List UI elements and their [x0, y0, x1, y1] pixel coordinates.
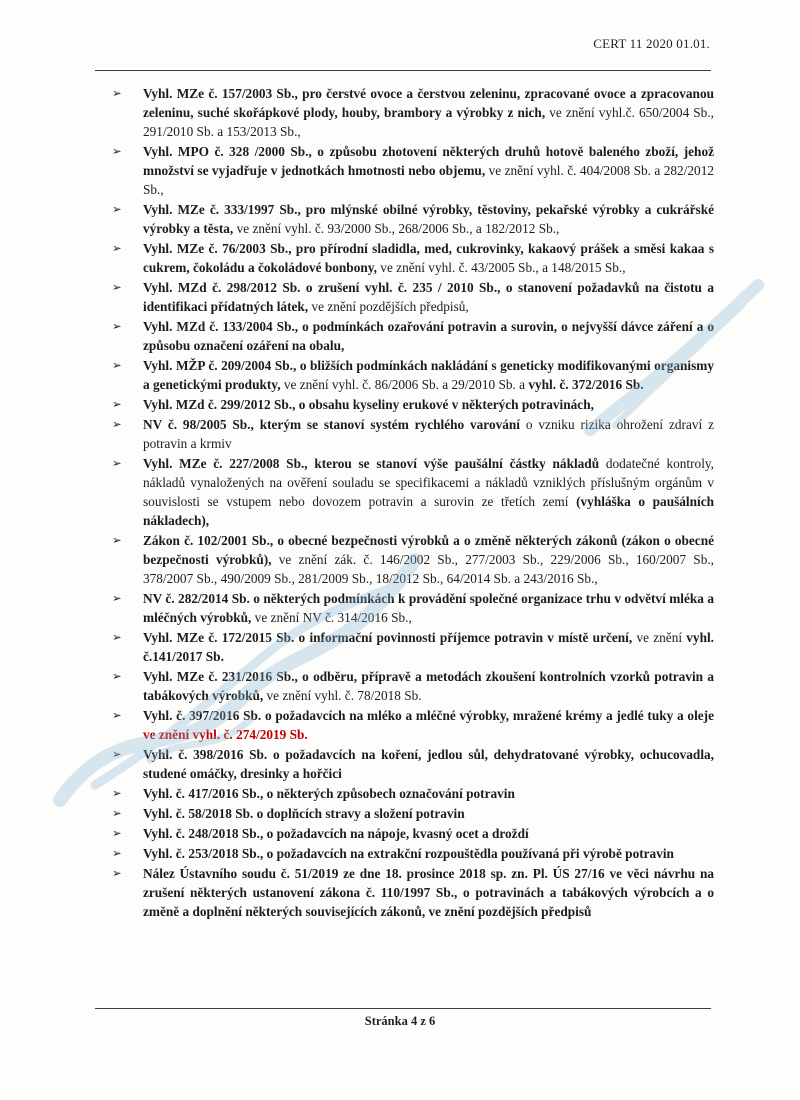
regulation-text-segment: Vyhl. MZe č. 157/2003 Sb., pro čerstvé ovoce a čerstvou zeleninu, zpracované ovoce a zpracovanou zeleninu, suché skořápkové plody, houby, brambory a výrobky z nich,	[143, 86, 714, 120]
list-item	[112, 200, 714, 238]
regulation-text-segment: Vyhl. č. 397/2016 Sb. o požadavcích na mléko a mléčné výrobky, mražené krémy a jedlé tuky a oleje	[143, 708, 714, 723]
arrow-bullet-icon: ➢	[112, 806, 122, 820]
arrow-bullet-icon: ➢	[112, 708, 122, 722]
regulation-text-segment: Vyhl. MZe č. 231/2016 Sb., o odběru, přípravě a metodách zkoušení kontrolních vzorků potravin a tabákových výrobků,	[143, 669, 714, 703]
list-item	[112, 395, 714, 414]
list-item-text	[143, 531, 714, 588]
arrow-bullet-icon: ➢	[112, 358, 122, 372]
document-footer	[0, 1014, 800, 1029]
list-item-text	[143, 317, 714, 355]
regulation-text-segment: Vyhl. č. 398/2016 Sb. o požadavcích na koření, jedlou sůl, dehydratované výrobky, ochucovadla, studené omáčky, dresinky a hořčici	[143, 747, 714, 781]
list-item-text	[143, 200, 714, 238]
regulation-text-segment: ve znění vyhl. č. 404/2008 Sb. a 282/2012 Sb.,	[143, 163, 714, 197]
list-item	[112, 589, 714, 627]
arrow-bullet-icon: ➢	[112, 397, 122, 411]
list-item	[112, 784, 714, 803]
regulation-text-segment: ve znění vyhl. č. 93/2000 Sb., 268/2006 Sb., a 182/2012 Sb.,	[233, 221, 560, 236]
amendment-highlight-text: ve znění vyhl. č. 274/2019 Sb.	[143, 727, 308, 742]
list-item-text	[143, 706, 714, 744]
regulation-text-segment: ve znění vyhl. č. 86/2006 Sb. a 29/2010 Sb. a	[280, 377, 529, 392]
regulation-text-segment: Vyhl. MZe č. 172/2015 Sb. o informační povinnosti příjemce potravin v místě určení,	[143, 630, 633, 645]
regulation-text-segment: Vyhl. MŽP č. 209/2004 Sb., o bližších podmínkách nakládání s geneticky modifikovanými organismy a genetickými produkty,	[143, 358, 714, 392]
list-item-text	[143, 142, 714, 199]
arrow-bullet-icon: ➢	[112, 669, 122, 683]
regulation-text-segment: ve znění zák. č. 146/2002 Sb., 277/2003 Sb., 229/2006 Sb., 160/2007 Sb., 378/2007 Sb., 490/2009 Sb., 281/2009 Sb., 18/2012 Sb., 64/2014 Sb. a 243/2016 Sb.,	[143, 552, 714, 586]
regulation-text-segment: ve znění vyhl. č. 78/2018 Sb.	[263, 688, 422, 703]
list-item	[112, 415, 714, 453]
arrow-bullet-icon: ➢	[112, 826, 122, 840]
document-header	[593, 36, 710, 52]
regulation-list	[112, 84, 714, 922]
regulation-text-segment: vyhl. č.141/2017 Sb.	[143, 630, 714, 664]
regulation-text-segment: Vyhl. č. 58/2018 Sb. o doplňcích stravy a složení potravin	[143, 806, 465, 821]
regulation-text-segment: ve znění pozdějších předpisů,	[308, 299, 469, 314]
list-item-text	[143, 356, 714, 394]
arrow-bullet-icon: ➢	[112, 533, 122, 547]
arrow-bullet-icon: ➢	[112, 747, 122, 761]
arrow-bullet-icon: ➢	[112, 591, 122, 605]
regulation-text-segment: Vyhl. MZd č. 298/2012 Sb. o zrušení vyhl. č. 235 / 2010 Sb., o stanovení požadavků na čistotu a identifikaci přídatných látek,	[143, 280, 714, 314]
list-item	[112, 317, 714, 355]
regulation-text-segment: Vyhl. MPO č. 328 /2000 Sb., o způsobu zhotovení některých druhů hotově baleného zboží, jehož množství se vyjadřuje v jednotkách hmotnosti nebo objemu,	[143, 144, 714, 178]
list-item-text	[143, 667, 714, 705]
regulation-text-segment: dodatečné kontroly, nákladů vynaložených na ověření souladu se specifikacemi a nákladů vzniklých příslušným orgánům v souvislosti se vstupem nebo dovozem potravin a surovin ze třetích zemí	[143, 456, 714, 509]
arrow-bullet-icon: ➢	[112, 456, 122, 470]
list-item	[112, 824, 714, 843]
list-item	[112, 278, 714, 316]
regulation-text-segment: NV č. 282/2014 Sb. o některých podmínkách k provádění společné organizace trhu v odvětví mléka a mléčných výrobků,	[143, 591, 714, 625]
arrow-bullet-icon: ➢	[112, 319, 122, 333]
arrow-bullet-icon: ➢	[112, 202, 122, 216]
arrow-bullet-icon: ➢	[112, 417, 122, 431]
list-item	[112, 454, 714, 530]
regulation-text-segment: Vyhl. č. 417/2016 Sb., o některých způsobech označování potravin	[143, 786, 515, 801]
list-item-text	[143, 395, 714, 414]
list-item-text	[143, 804, 714, 823]
list-item-text	[143, 864, 714, 921]
regulation-text-segment: NV č. 98/2005 Sb., kterým se stanoví systém rychlého varování	[143, 417, 521, 432]
header-divider	[95, 70, 711, 71]
arrow-bullet-icon: ➢	[112, 866, 122, 880]
list-item	[112, 706, 714, 744]
list-item	[112, 844, 714, 863]
list-item	[112, 84, 714, 141]
list-item-text	[143, 239, 714, 277]
arrow-bullet-icon: ➢	[112, 86, 122, 100]
regulation-text-segment: ve znění vyhl. č. 43/2005 Sb., a 148/2015 Sb.,	[376, 260, 626, 275]
list-item-text	[143, 589, 714, 627]
list-item-text	[143, 278, 714, 316]
arrow-bullet-icon: ➢	[112, 144, 122, 158]
regulation-text-segment: vyhl. č. 372/2016 Sb.	[528, 377, 644, 392]
list-item	[112, 356, 714, 394]
list-item-text	[143, 844, 714, 863]
regulation-text-segment: Vyhl. MZe č. 76/2003 Sb., pro přírodní sladidla, med, cukrovinky, kakaový prášek a směsi kakaa s cukrem, čokoládu a čokoládové bonbony,	[143, 241, 714, 275]
list-item	[112, 628, 714, 666]
list-item-text	[143, 824, 714, 843]
footer-divider	[95, 1008, 711, 1009]
regulation-text-segment: o vzniku rizika ohrožení zdraví z potravin a krmiv	[143, 417, 714, 451]
list-item	[112, 667, 714, 705]
list-item-text	[143, 784, 714, 803]
page-number: Stránka 4 z 6	[364, 1014, 436, 1028]
regulation-text-segment: Vyhl. č. 253/2018 Sb., o požadavcích na extrakční rozpouštědla používaná při výrobě potravin	[143, 846, 674, 861]
list-item	[112, 864, 714, 921]
regulation-text-segment: ve znění vyhl.č. 650/2004 Sb., 291/2010 Sb. a 153/2013 Sb.,	[143, 105, 714, 139]
arrow-bullet-icon: ➢	[112, 786, 122, 800]
arrow-bullet-icon: ➢	[112, 846, 122, 860]
regulation-text-segment: Nález Ústavního soudu č. 51/2019 ze dne 18. prosince 2018 sp. zn. Pl. ÚS 27/16 ve věci návrhu na zrušení některých ustanovení zákona č. 110/1997 Sb., o potravinách a tabákových výrobcích a o změně a doplnění některých souvisejících zákonů, ve znění pozdějších předpisů	[143, 866, 714, 919]
regulation-text-segment: Zákon č. 102/2001 Sb., o obecné bezpečnosti výrobků a o změně některých zákonů (zákon o obecné bezpečnosti výrobků),	[143, 533, 714, 567]
list-item	[112, 142, 714, 199]
regulation-text-segment: (vyhláška o paušálních nákladech),	[143, 494, 714, 528]
regulation-text-segment: ve znění NV č. 314/2016 Sb.,	[251, 610, 412, 625]
regulation-text-segment: Vyhl. MZe č. 333/1997 Sb., pro mlýnské obilné výrobky, těstoviny, pekařské výrobky a cukrářské výrobky a těsta,	[143, 202, 714, 236]
arrow-bullet-icon: ➢	[112, 280, 122, 294]
list-item-text	[143, 628, 714, 666]
list-item	[112, 531, 714, 588]
doc-reference: CERT 11 2020 01.01.	[593, 36, 710, 51]
arrow-bullet-icon: ➢	[112, 241, 122, 255]
list-item	[112, 745, 714, 783]
regulation-text-segment: Vyhl. MZe č. 227/2008 Sb., kterou se stanoví výše paušální částky nákladů	[143, 456, 600, 471]
regulation-text-segment: Vyhl. MZd č. 299/2012 Sb., o obsahu kyseliny erukové v některých potravinách,	[143, 397, 594, 412]
list-item-text	[143, 745, 714, 783]
arrow-bullet-icon: ➢	[112, 630, 122, 644]
regulation-text-segment: ve znění	[632, 630, 687, 645]
list-item	[112, 239, 714, 277]
regulation-text-segment: Vyhl. MZd č. 133/2004 Sb., o podmínkách ozařování potravin a surovin, o nejvyšší dávce záření a o způsobu označení ozáření na obalu,	[143, 319, 714, 353]
list-item-text	[143, 415, 714, 453]
list-item	[112, 804, 714, 823]
list-item-text	[143, 454, 714, 530]
list-item-text	[143, 84, 714, 141]
regulation-text-segment: Vyhl. č. 248/2018 Sb., o požadavcích na nápoje, kvasný ocet a droždí	[143, 826, 529, 841]
